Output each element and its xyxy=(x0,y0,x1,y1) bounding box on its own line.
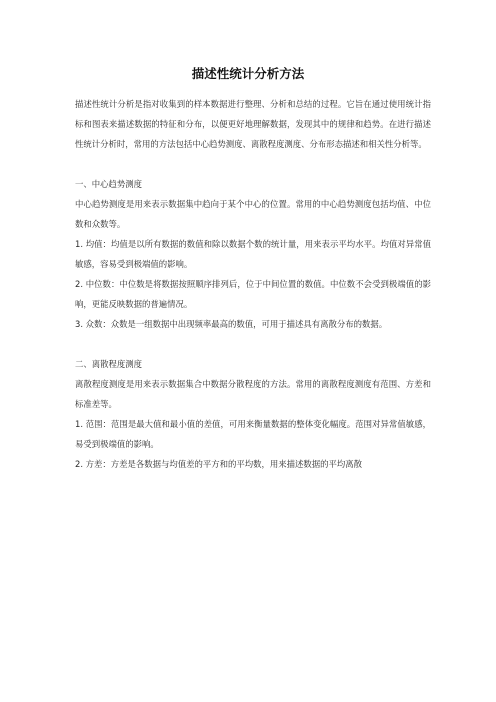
section-heading-central-tendency: 一、中心趋势测度 xyxy=(75,179,142,189)
document-body xyxy=(75,94,431,474)
section-heading-dispersion: 二、离散程度测度 xyxy=(75,359,142,369)
intro-paragraph: 描述性统计分析是指对收集到的样本数据进行整理、分析和总结的过程。它旨在通过使用统计指标和图表来描述数据的特征和分布，以便更好地理解数据，发现其中的规律和趋势。在进行描述性统计分析时，常用的方法包括中心趋势测度、离散程度测度、分布形态描述和相关性分析等。 xyxy=(75,99,431,149)
section-intro-paragraph: 中心趋势测度是用来表示数据集中趋向于某个中心的位置。常用的中心趋势测度包括均值、中位数和众数等。 xyxy=(75,199,431,229)
list-item-range: 1. 范围：范围是最大值和最小值的差值，可用来衡量数据的整体变化幅度。范围对异常值敏感，易受到极端值的影响。 xyxy=(75,419,431,449)
list-item-variance: 2. 方差：方差是各数据与均值差的平方和的平均数，用来描述数据的平均离散 xyxy=(75,459,363,469)
spacer xyxy=(75,154,431,174)
document-title: 描述性统计分析方法 xyxy=(191,66,305,81)
spacer xyxy=(75,334,431,354)
section-intro-paragraph: 离散程度测度是用来表示数据集合中数据分散程度的方法。常用的离散程度测度有范围、方差和标准差等。 xyxy=(75,379,431,409)
list-item-median: 2. 中位数：中位数是将数据按照顺序排列后，位于中间位置的数值。中位数不会受到极端值的影响，更能反映数据的普遍情况。 xyxy=(75,279,431,309)
list-item-mode: 3. 众数：众数是一组数据中出现频率最高的数值，可用于描述具有离散分布的数据。 xyxy=(75,319,388,329)
list-item-mean: 1. 均值：均值是以所有数据的数值和除以数据个数的统计量，用来表示平均水平。均值对异常值敏感，容易受到极端值的影响。 xyxy=(75,239,431,269)
